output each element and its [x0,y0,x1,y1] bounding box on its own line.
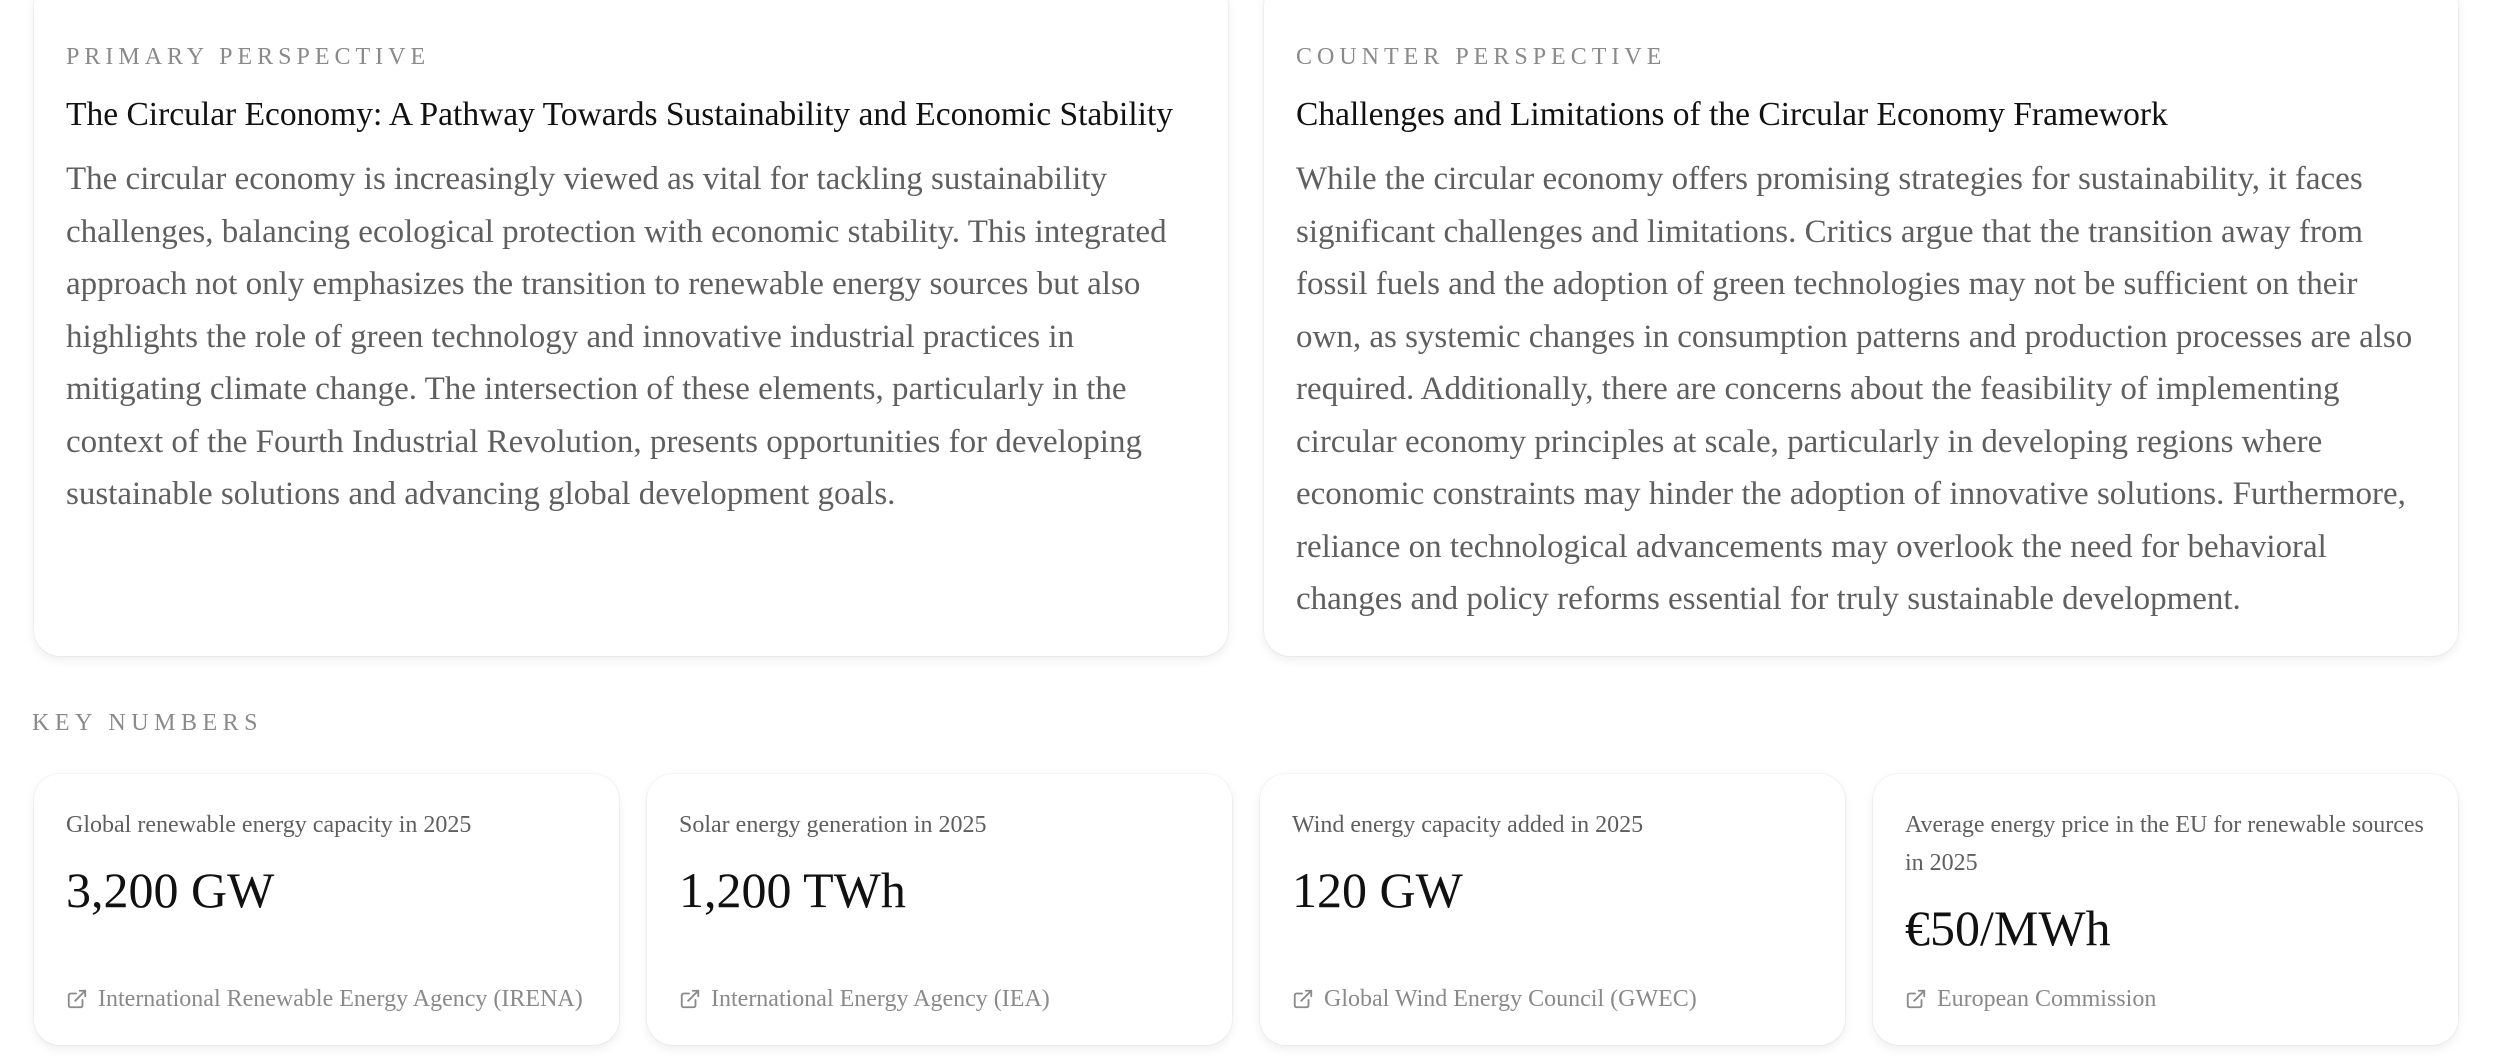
stat-source-text: European Commission [1937,986,2157,1012]
stat-source-link[interactable] [679,983,1202,1015]
stat-card-eu-energy-price [1873,774,2458,1045]
counter-perspective-body: While the circular economy offers promising strategies for sustainability, it faces significant challenges and limitations. Critics argue that the transition away from fossil fuels and the adoption of green technologies may not be sufficient on their own, as systemic changes in consumption patterns and production processes are also required. Additionally, there are concerns about the feasibility of implementing circular economy principles at scale, particularly in developing regions where economic constraints may hinder the adoption of innovative solutions. Furthermore, reliance on technological advancements may overlook the need for behavioral changes and policy reforms essential for truly sustainable development. [1296,161,2413,617]
stat-value: 1,200 TWh [679,862,906,918]
stat-source-link[interactable] [1905,983,2428,1015]
stat-source-text: Global Wind Energy Council (GWEC) [1324,986,1697,1012]
stat-source-link[interactable] [66,983,589,1015]
primary-perspective-eyebrow: PRIMARY PERSPECTIVE [66,44,431,70]
stat-card-renewable-capacity [34,774,619,1045]
primary-perspective-body: The circular economy is increasingly viewed as vital for tackling sustainability challenges, balancing ecological protection with economic stability. This integrated approach not only emphasizes the transition to renewable energy sources but also highlights the role of green technology and innovative industrial practices in mitigating climate change. The intersection of these elements, particularly in the context of the Fourth Industrial Revolution, presents opportunities for developing sustainable solutions and advancing global development goals. [66,161,1167,512]
stat-value: €50/MWh [1905,900,2111,956]
external-link-icon [1292,988,1314,1010]
key-numbers-heading: KEY NUMBERS [32,710,263,736]
stat-source-text: International Energy Agency (IEA) [711,986,1050,1012]
stat-card-wind-capacity [1260,774,1845,1045]
stat-label: Solar energy generation in 2025 [679,812,987,838]
stat-source-link[interactable] [1292,983,1815,1015]
stat-card-solar-generation [647,774,1232,1045]
counter-perspective-eyebrow: COUNTER PERSPECTIVE [1296,44,1667,70]
counter-perspective-card [1264,0,2458,656]
counter-perspective-title: Challenges and Limitations of the Circular Economy Framework [1296,96,2168,133]
stat-value: 120 GW [1292,862,1463,918]
primary-perspective-card [34,0,1228,656]
external-link-icon [1905,988,1927,1010]
stat-source-text: International Renewable Energy Agency (IRENA) [98,986,583,1012]
external-link-icon [66,988,88,1010]
stat-label: Average energy price in the EU for renewable sources in 2025 [1905,812,2424,876]
stat-value: 3,200 GW [66,862,275,918]
external-link-icon [679,988,701,1010]
stat-label: Wind energy capacity added in 2025 [1292,812,1644,838]
stat-label: Global renewable energy capacity in 2025 [66,812,472,838]
key-numbers-grid [34,774,2458,1045]
primary-perspective-title: The Circular Economy: A Pathway Towards Sustainability and Economic Stability [66,96,1174,133]
perspectives-section [34,0,2458,656]
